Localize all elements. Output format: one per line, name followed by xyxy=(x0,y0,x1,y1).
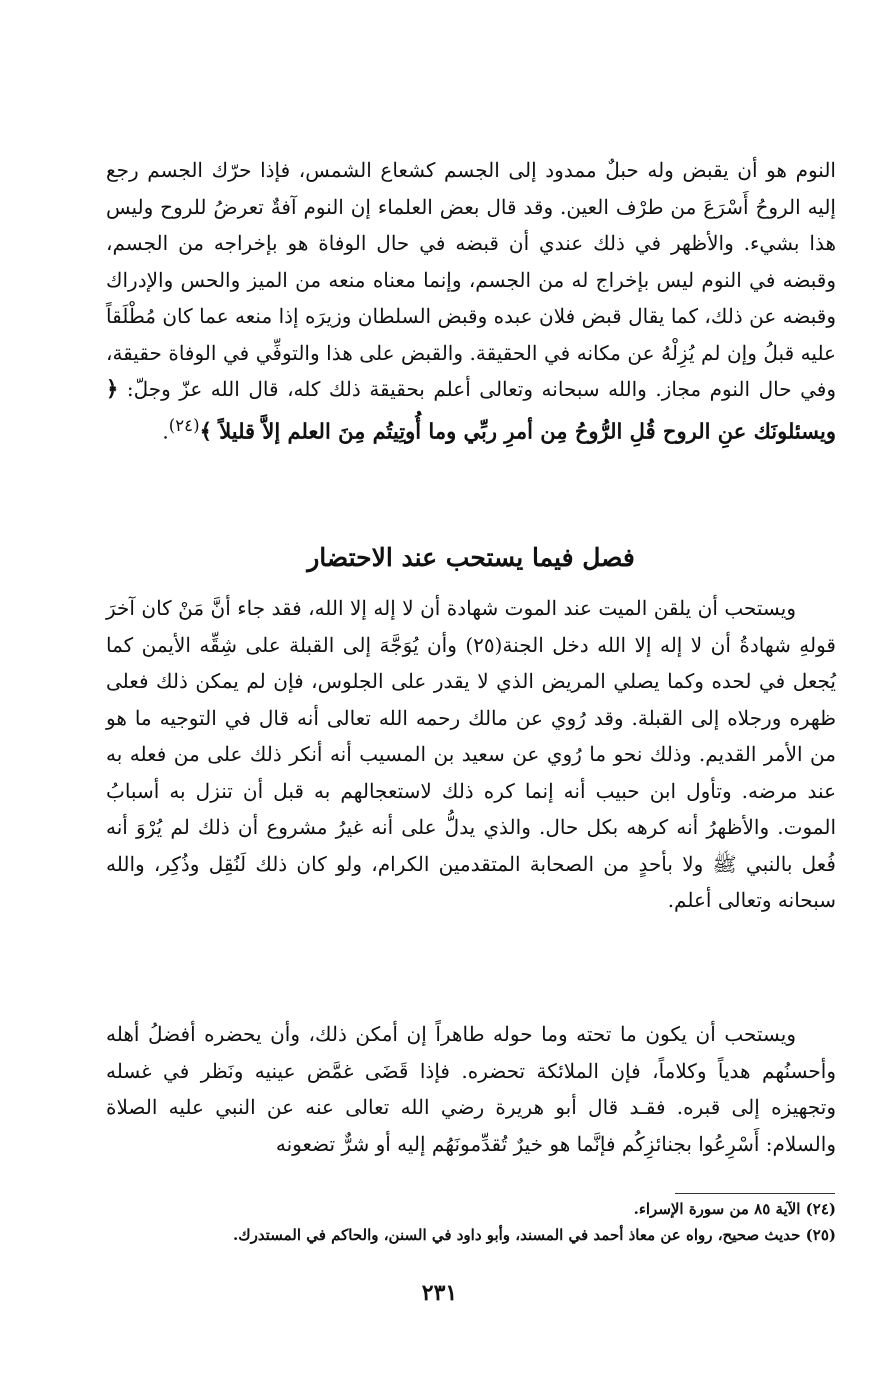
quran-verse: ﴿ ويسئلونَك عنِ الروح قُلِ الرُّوحُ مِن أمرِ ربِّي وما أُوتِيتُم مِنَ العلم إلاَّ قليلاً ﴾ xyxy=(106,376,836,444)
footnotes xyxy=(106,1196,836,1248)
paragraph-text: النوم هو أن يقبض وله حبلٌ ممدود إلى الجسم كشعاع الشمس، فإذا حرّك الجسم رجع إليه الروحُ أَسْرَعَ من طرْف العين. وقد قال بعض العلماء إن النوم آفةٌ تعرضُ للروح وليس هذا بشيء. والأظهر في ذلك عندي أن قبضه في حال الوفاة هو بإخراجه من الجسم، وقبضه في النوم ليس بإخراج له من الجسم، وإنما معناه منعه من الميز والحس والإدراك وقبضه عن ذلك، كما يقال قبض فلان عبده وقبض السلطان وزيرَه إذا منعه عما كان مُطْلَقاً عليه قبلُ وإن لم يُزِلْهُ عن مكانه في الحقيقة. والقبض على هذا والتوفِّي في الوفاة حقيقة، وفي حال النوم مجاز. والله سبحانه وتعالى أعلم بحقيقة ذلك كله، قال الله عزّ وجلّ: ﴿ ويسئلونَك عنِ الروح قُلِ الرُّوحُ مِن أمرِ ربِّي وما أُوتِيتُم مِنَ العلم إلاَّ قليلاً ﴾$^{(٢٤)}$. xyxy=(106,158,837,444)
page-number: ٢٣١ xyxy=(421,1280,458,1306)
footnote-25: (٢٥) حديث صحيح، رواه عن معاذ أحمد في المسند، وأبو داود في السنن، والحاكم في المستدرك. xyxy=(232,1226,836,1244)
footnote-divider xyxy=(675,1193,835,1194)
footnote-ref-24: (٢٤) xyxy=(168,415,200,435)
footnote-24: (٢٤) الآية ٨٥ من سورة الإسراء. xyxy=(633,1200,836,1218)
paragraph-1-text: النوم هو أن يقبض وله حبلٌ ممدود إلى الجسم كشعاع الشمس، فإذا حرّك الجسم رجع إليه الروحُ أَسْرَعَ من طرْف العين. وقد قال بعض العلماء إن النوم آفةٌ تعرضُ للروح وليس هذا بشيء. والأظهر في ذلك عندي أن قبضه في حال الوفاة هو بإخراجه من الجسم، وقبضه في النوم ليس بإخراج له من الجسم، وإنما معناه منعه من الميز والحس والإدراك وقبضه عن ذلك، كما يقال قبض فلان عبده وقبض السلطان وزيرَه إذا منعه عما كان مُطْلَقاً عليه قبلُ وإن لم يُزِلْهُ عن مكانه في الحقيقة. والقبض على هذا والتوفِّي في الوفاة حقيقة، وفي حال النوم مجاز. والله سبحانه وتعالى أعلم بحقيقة ذلك كله، قال الله عزّ وجلّ: xyxy=(106,158,837,401)
body-paragraph-1 xyxy=(106,152,836,450)
section-heading: فصل فيما يستحب عند الاحتضار xyxy=(307,543,635,572)
paragraph-3-text: ويستحب أن يكون ما تحته وما حوله طاهراً إن أمكن ذلك، وأن يحضره أفضلُ أهله وأحسنُهم هدياً وكلاماً، فإن الملائكة تحضره. فإذا قَضَى غمَّض عينيه ونَظر في غسله وتجهيزه إلى قبره. فقـد قال أبو هريرة رضي الله تعالى عنه عن النبي عليه الصلاة والسلام: أَسْرِعُوا بجنائزِكُم فإنَّما هو خيرٌ تُقدِّمونَهُم إليه أو شرٌّ تضعونه xyxy=(106,1022,836,1156)
paragraph-2-text: ويستحب أن يلقن الميت عند الموت شهادة أن لا إله إلا الله، فقد جاء أنَّ مَنْ كان آخرَ قولهِ شهادةُ أن لا إله إلا الله دخل الجنة(٢٥) وأن يُوَجَّهَ إلى القبلة على شِقِّه الأيمن كما يُجعل في لحده وكما يصلي المريض الذي لا يقدر على الجلوس، فإن لم يمكن ذلك فعلى ظهره ورجلاه إلى القبلة. وقد رُوي عن مالك رحمه الله تعالى أنه قال في التوجيه ما هو من الأمر القديم. وذلك نحو ما رُوي عن سعيد بن المسيب أنه أنكر ذلك على من فعله به عند مرضه. وتأول ابن حبيب أنه إنما كره ذلك لاستعجالهم به قبل أن تنزل به أسبابُ الموت. والأظهرُ أنه كرهه بكل حال. والذي يدلُّ على أنه غيرُ مشروع أن ذلك لم يُرْوَ أنه فُعل بالنبي ﷺ ولا بأحدٍ من الصحابة المتقدمين الكرام، ولو كان ذلك لَنُقِل وذُكِر، والله سبحانه وتعالى أعلم. xyxy=(106,596,836,912)
body-paragraph-3 xyxy=(106,1016,836,1162)
body-paragraph-2 xyxy=(106,590,836,919)
